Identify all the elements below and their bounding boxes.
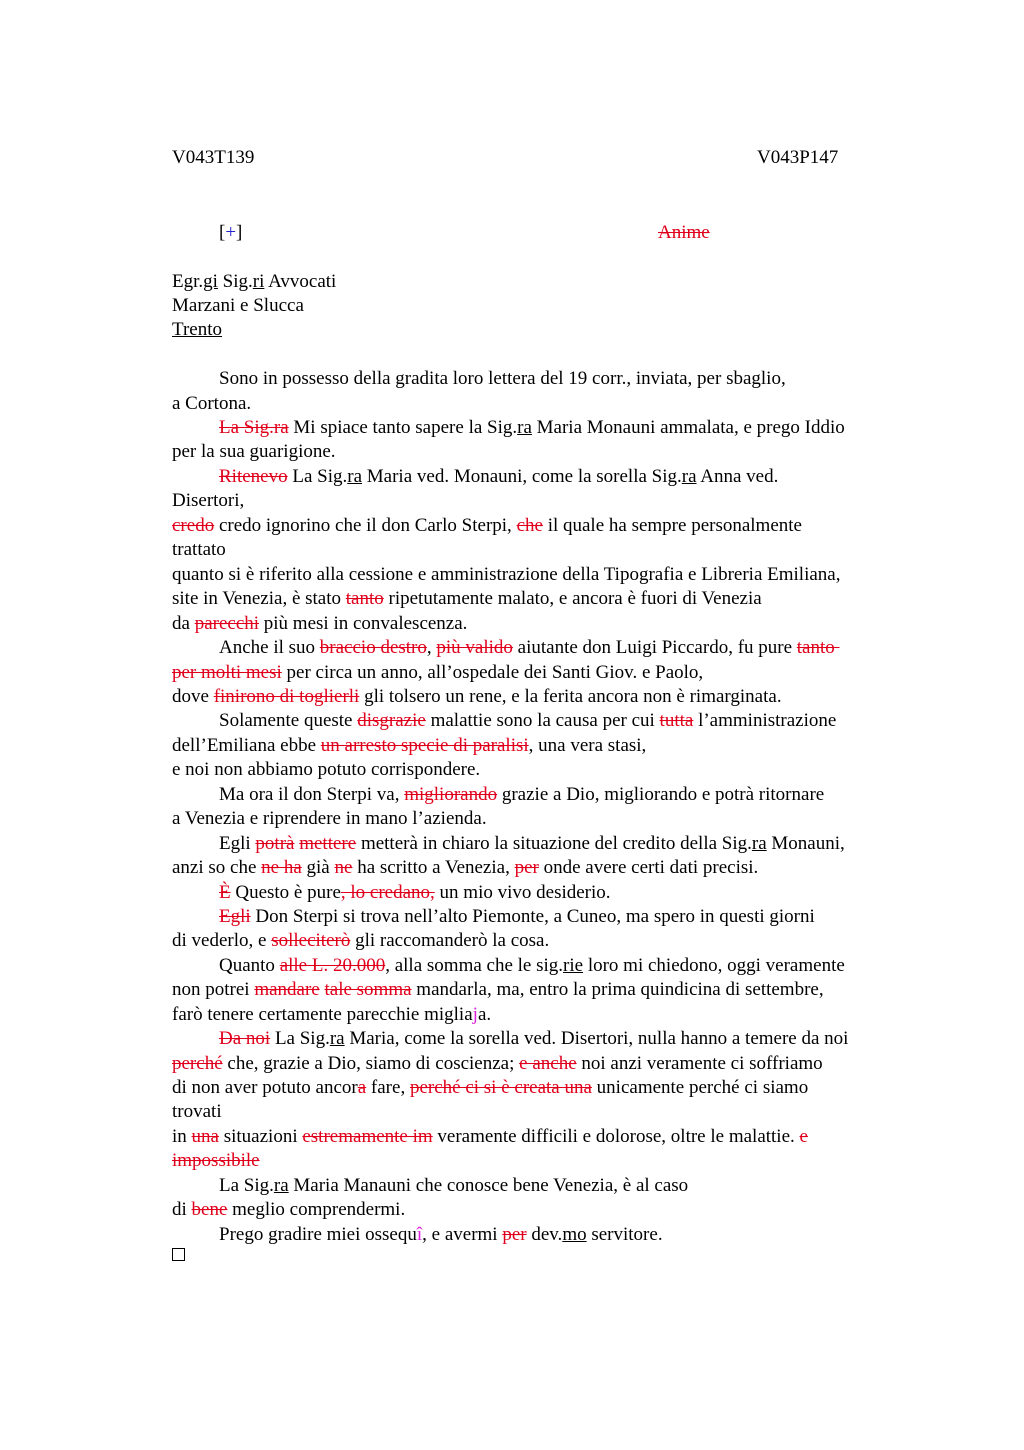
body-line: quanto si è riferito alla cessione e amministrazione della Tipografia e Libreria Emiliana, <box>172 564 841 585</box>
body-line: a Venezia e riprendere in mano l’azienda. <box>172 808 487 829</box>
body-line: di bene meglio comprendermi. <box>172 1199 406 1220</box>
address-line-2: Marzani e Slucca <box>172 295 304 316</box>
body-line: perché che, grazie a Dio, siamo di coscienza; e anche noi anzi veramente ci soffriamo <box>172 1053 823 1074</box>
page-code-right: V043P147 <box>757 147 839 168</box>
body-line: trovati <box>172 1101 222 1122</box>
body-line: di vederlo, e solleciterò gli raccomanderò la cosa. <box>172 930 550 951</box>
body-line: Ma ora il don Sterpi va, migliorando grazie a Dio, migliorando e potrà ritornare <box>219 784 825 805</box>
body-line: e noi non abbiamo potuto corrispondere. <box>172 759 481 780</box>
body-line: Egli potrà mettere metterà in chiaro la situazione del credito della Sig.ra Monauni, <box>219 833 845 854</box>
page-code-left: V043T139 <box>172 147 255 168</box>
body-line: Anche il suo braccio destro, più valido aiutante don Luigi Piccardo, fu pure tanto <box>219 637 840 658</box>
body-line: La Sig.ra Mi spiace tanto sapere la Sig.ra Maria Monauni ammalata, e prego Iddio <box>219 417 845 438</box>
body-line: trattato <box>172 539 226 560</box>
address-line-3: Trento <box>172 319 222 340</box>
body-line: Sono in possesso della gradita loro lettera del 19 corr., inviata, per sbaglio, <box>219 368 786 389</box>
body-line: site in Venezia, è stato tanto ripetutamente malato, e ancora è fuori di Venezia <box>172 588 762 609</box>
body-line: in una situazioni estremamente im veramente difficili e dolorose, oltre le malattie. e <box>172 1126 808 1147</box>
body-line: da parecchi più mesi in convalescenza. <box>172 613 468 634</box>
end-box-icon <box>172 1248 185 1261</box>
body-line: non potrei mandare tale somma mandarla, ma, entro la prima quindicina di settembre, <box>172 979 824 1000</box>
body-line: Solamente queste disgrazie malattie sono la causa per cui tutta l’amministrazione <box>219 710 837 731</box>
body-line: per molti mesi per circa un anno, all’ospedale dei Santi Giov. e Paolo, <box>172 662 704 683</box>
body-line: Ritenevo La Sig.ra Maria ved. Monauni, come la sorella Sig.ra Anna ved. <box>219 466 779 487</box>
body-line: È Questo è pure, lo credano, un mio vivo desiderio. <box>219 882 611 903</box>
body-line: dell’Emiliana ebbe un arresto specie di paralisi, una vera stasi, <box>172 735 647 756</box>
body-line: Quanto alle L. 20.000, alla somma che le sig.rie loro mi chiedono, oggi veramente <box>219 955 845 976</box>
body-line: La Sig.ra Maria Manauni che conosce bene Venezia, è al caso <box>219 1175 689 1196</box>
body-line: di non aver potuto ancora fare, perché ci si è creata una unicamente perché ci siamo <box>172 1077 809 1098</box>
body-line: Prego gradire miei ossequî, e avermi per dev.mo servitore. <box>219 1224 663 1245</box>
body-line: Da noi La Sig.ra Maria, come la sorella ved. Disertori, nulla hanno a temere da noi <box>219 1028 849 1049</box>
body-line: per la sua guarigione. <box>172 441 336 462</box>
plus-marker: [+] <box>219 222 243 243</box>
body-line: farò tenere certamente parecchie migliaja. <box>172 1004 492 1025</box>
body-line: a Cortona. <box>172 393 252 414</box>
body-line: Disertori, <box>172 490 245 511</box>
body-line: credo credo ignorino che il don Carlo Sterpi, che il quale ha sempre personalmente <box>172 515 802 536</box>
body-line: dove finirono di toglierli gli tolsero un rene, e la ferita ancora non è rimarginata. <box>172 686 782 707</box>
body-line: Egli Don Sterpi si trova nell’alto Piemonte, a Cuneo, ma spero in questi giorni <box>219 906 815 927</box>
deleted-anime-label: Anime <box>658 222 710 243</box>
body-line: impossibile <box>172 1150 260 1171</box>
address-line-1: Egr.gi Sig.ri Avvocati <box>172 271 337 292</box>
body-line: anzi so che ne ha già ne ha scritto a Venezia, per onde avere certi dati precisi. <box>172 857 759 878</box>
